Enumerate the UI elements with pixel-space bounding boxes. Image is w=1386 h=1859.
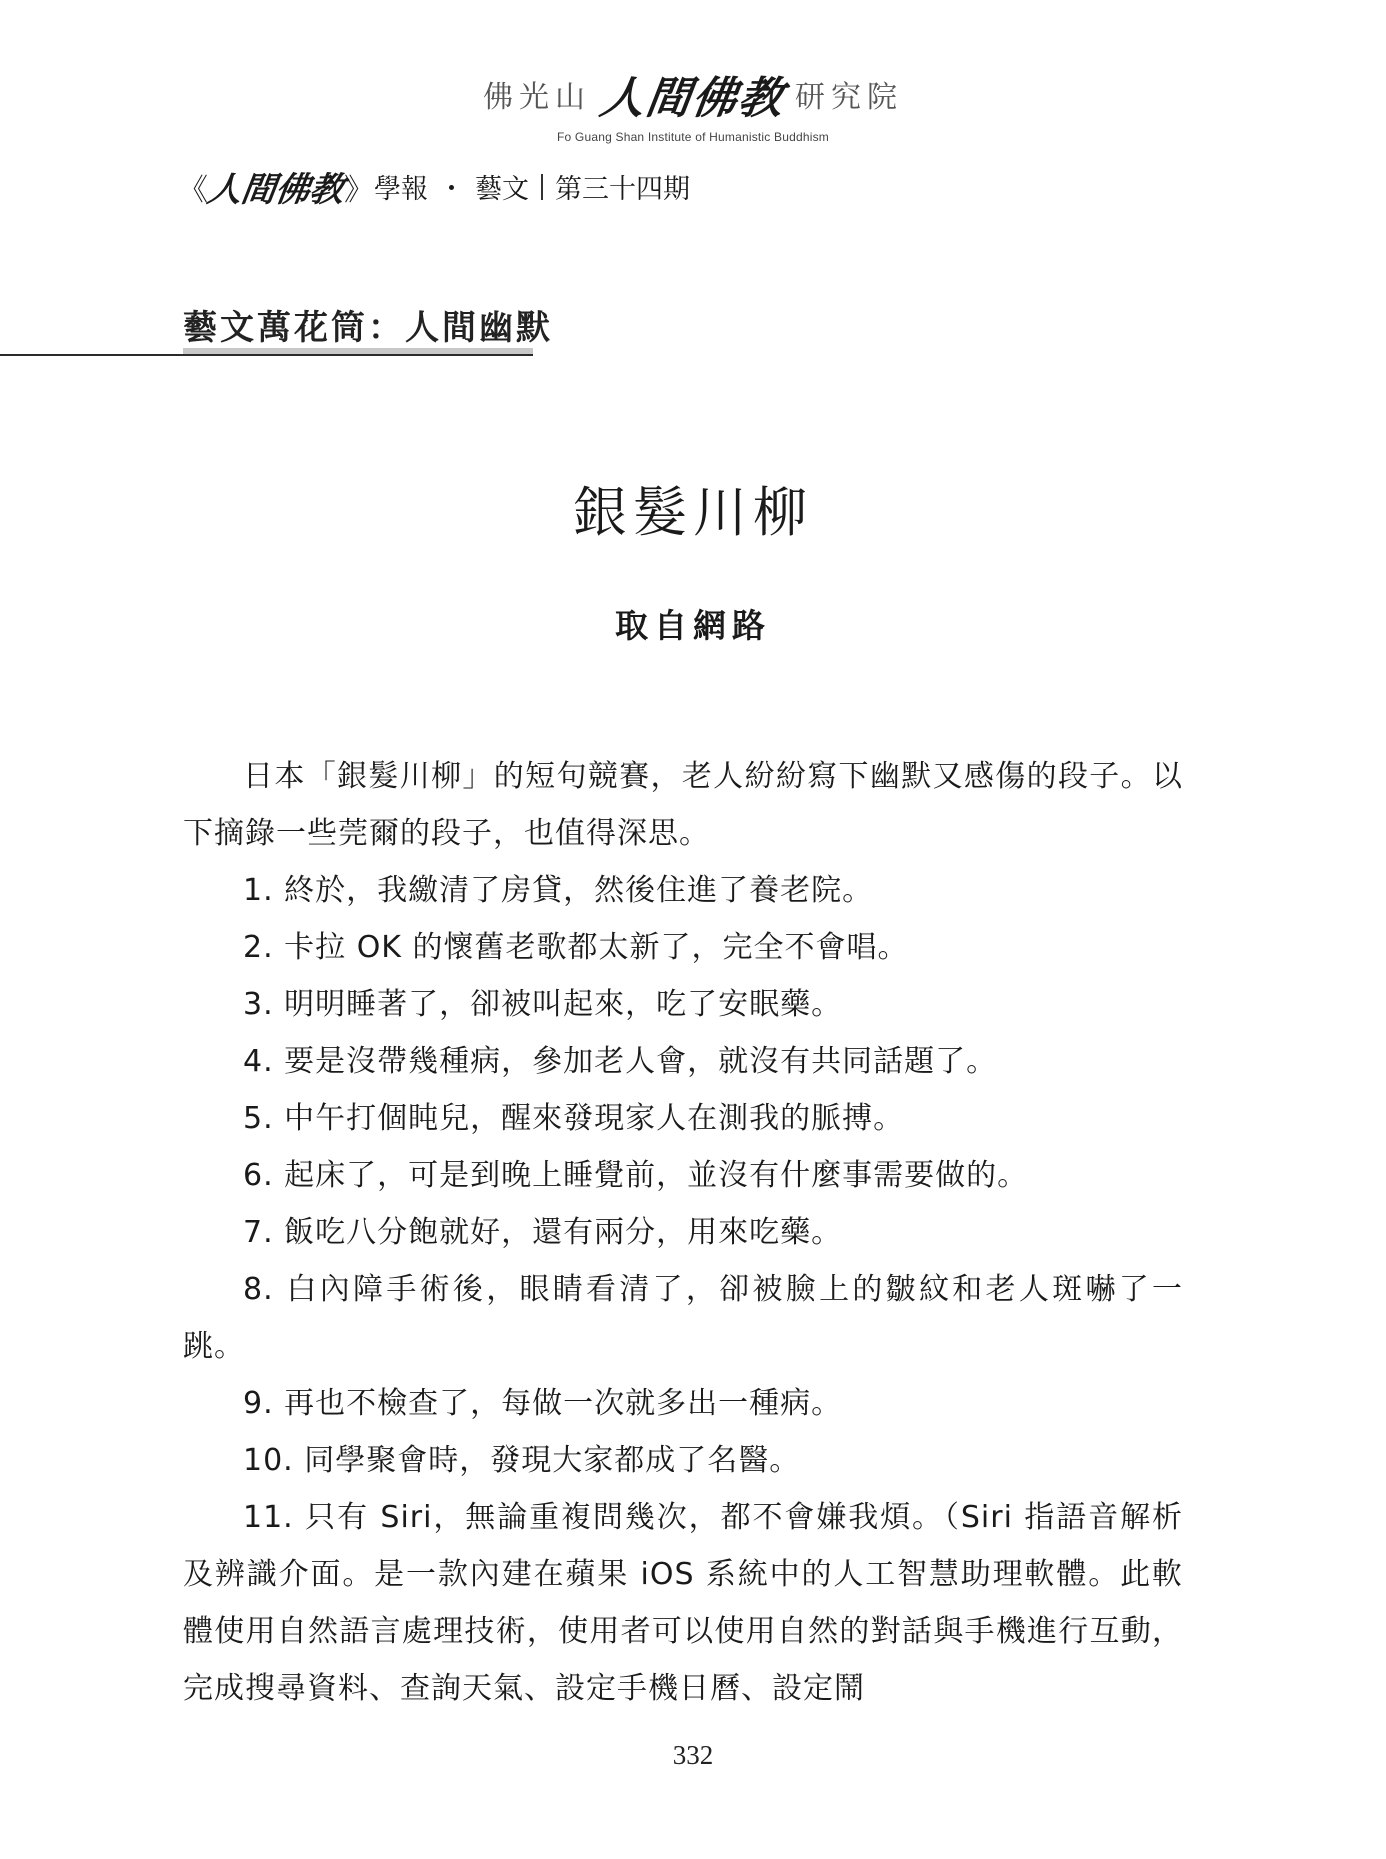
journal-logo: 人間佛教 (204, 170, 347, 210)
list-item: 11. 只有 Siri，無論重複問幾次，都不會嫌我煩。（Siri 指語音解析及辨識介面。是一款內建在蘋果 iOS 系統中的人工智慧助理軟體。此軟體使用自然語言處理技術，使用者可以使用自然的對話與手機進行互動，完成搜尋資料、查詢天氣、設定手機日曆、設定鬧 (183, 1500, 1183, 1706)
list-item: 5. 中午打個盹兒，醒來發現家人在測我的脈搏。 (243, 1101, 905, 1136)
article-title: 銀髮川柳 (573, 481, 813, 544)
institute-name-left: 佛光山 (483, 80, 591, 115)
list-item: 4. 要是沒帶幾種病，參加老人會，就沒有共同話題了。 (243, 1044, 998, 1079)
list-item: 9. 再也不檢查了，每做一次就多出一種病。 (243, 1386, 843, 1421)
journal-category: 藝文 (475, 174, 529, 205)
institute-name (483, 62, 903, 126)
journal-issue: 第三十四期 (555, 174, 690, 205)
list-item: 6. 起床了，可是到晚上睡覺前，並沒有什麼事需要做的。 (243, 1158, 1029, 1193)
article-body (183, 748, 1183, 1717)
institute-logo: 人間佛教 (596, 73, 788, 124)
journal-separator (541, 174, 543, 200)
journal-open-bracket: 《 (178, 172, 208, 208)
intro-paragraph: 日本「銀髮川柳」的短句競賽，老人紛紛寫下幽默又感傷的段子。以下摘錄一些莞爾的段子，也值得深思。 (183, 759, 1183, 851)
section-divider (0, 354, 533, 356)
list-item: 7. 飯吃八分飽就好，還有兩分，用來吃藥。 (243, 1215, 843, 1250)
list-item: 8. 白內障手術後，眼睛看清了，卻被臉上的皺紋和老人斑嚇了一跳。 (183, 1272, 1183, 1364)
section-title: 藝文萬花筒：人間幽默 (183, 308, 553, 348)
list-item: 3. 明明睡著了，卻被叫起來，吃了安眠藥。 (243, 987, 843, 1022)
institute-header (0, 62, 1386, 144)
list-item: 10. 同學聚會時，發現大家都成了名醫。 (243, 1443, 801, 1478)
institute-name-right: 研究院 (795, 80, 903, 115)
journal-name: 學報 (374, 174, 428, 205)
journal-close-bracket: 》 (344, 172, 374, 208)
list-item: 1. 終於，我繳清了房貸，然後住進了養老院。 (243, 873, 874, 908)
journal-running-header (178, 162, 690, 211)
journal-dot: ・ (438, 174, 465, 205)
article-author: 取自網路 (615, 606, 771, 645)
page-number: 332 (672, 1740, 714, 1770)
institute-english-name: Fo Guang Shan Institute of Humanistic Buddhism (556, 130, 829, 144)
list-item: 2. 卡拉 OK 的懷舊老歌都太新了，完全不會唱。 (243, 930, 909, 965)
